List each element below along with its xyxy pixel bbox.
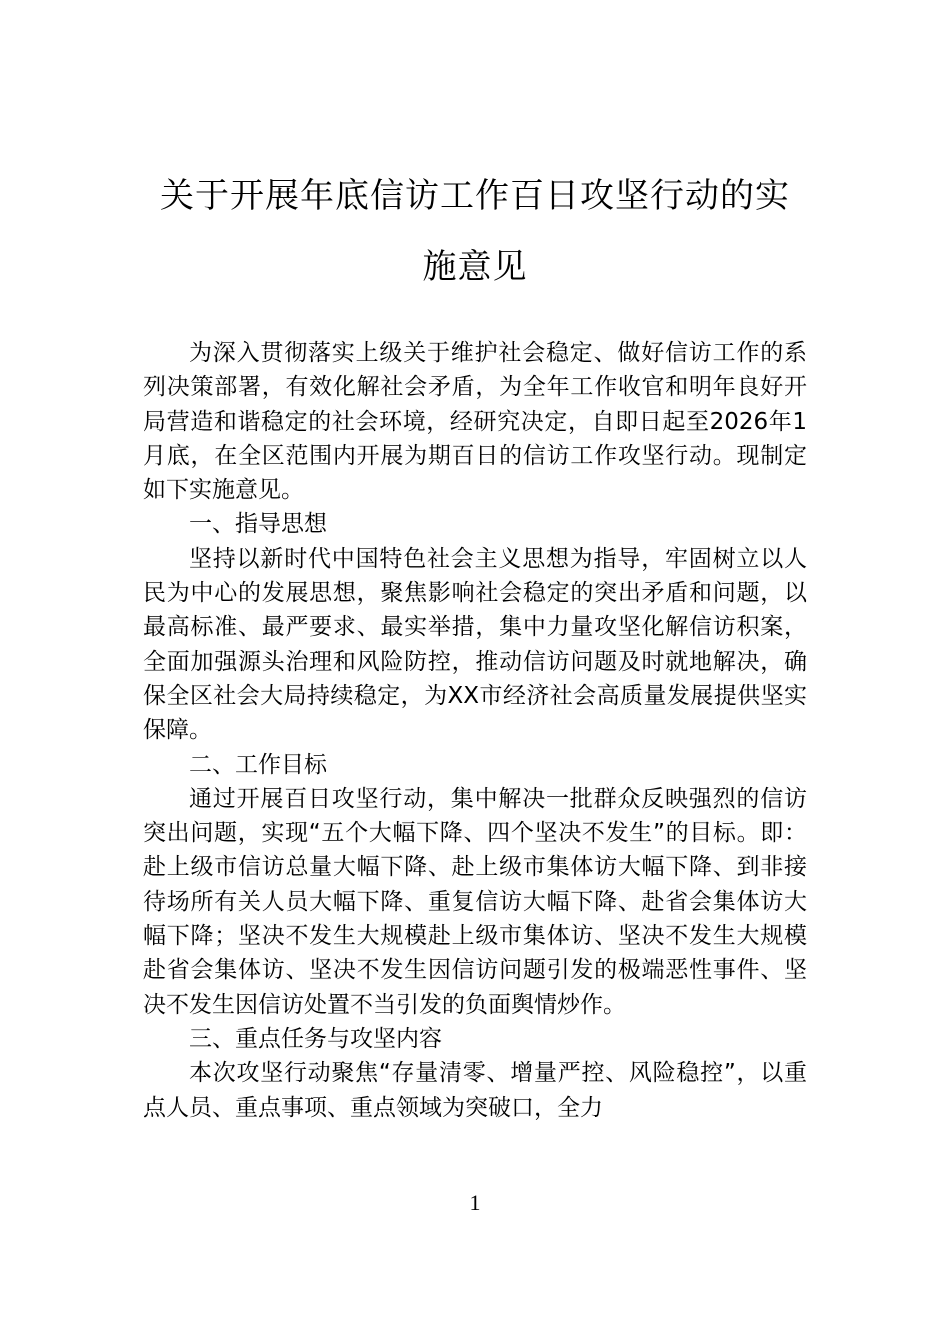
intro-paragraph: 为深入贯彻落实上级关于维护社会稳定、做好信访工作的系列决策部署，有效化解社会矛盾，为全年工作收官和明年良好开局营造和谐稳定的社会环境，经研究决定，自即日起至2026年1月底，在全区范围内开展为期百日的信访工作攻坚行动。现制定如下实施意见。 [143,340,807,504]
document-title-line-1: 关于开展年底信访工作百日攻坚行动的实 [160,176,790,216]
section-body-work-goals: 通过开展百日攻坚行动，集中解决一批群众反映强烈的信访突出问题，实现“五个大幅下降、四个坚决不发生”的目标。即：赴上级市信访总量大幅下降、赴上级市集体访大幅下降、到非接待场所有关人员大幅下降、重复信访大幅下降、赴省会集体访大幅下降；坚决不发生大规模赴上级市集体访、坚决不发生大规模赴省会集体访、坚决不发生因信访问题引发的极端恶性事件、坚决不发生因信访处置不当引发的负面舆情炒作。 [143,785,807,1018]
document-body [143,336,807,1125]
page-number: 1 [469,1190,481,1215]
section-heading-work-goals: 二、工作目标 [189,751,327,778]
section-body-guiding-thought: 坚持以新时代中国特色社会主义思想为指导，牢固树立以人民为中心的发展思想，聚焦影响社会稳定的突出矛盾和问题，以最高标准、最严要求、最实举措，集中力量攻坚化解信访积案，全面加强源头治理和风险防控，推动信访问题及时就地解决，确保全区社会大局持续稳定，为XX市经济社会高质量发展提供坚实保障。 [143,545,807,744]
section-heading-guiding-thought: 一、指导思想 [189,511,327,538]
section-body-key-tasks: 本次攻坚行动聚焦“存量清零、增量严控、风险稳控”，以重点人员、重点事项、重点领域为突破口，全力 [143,1060,807,1121]
document-title-line-2: 施意见 [422,247,528,287]
section-heading-key-tasks: 三、重点任务与攻坚内容 [189,1025,442,1052]
